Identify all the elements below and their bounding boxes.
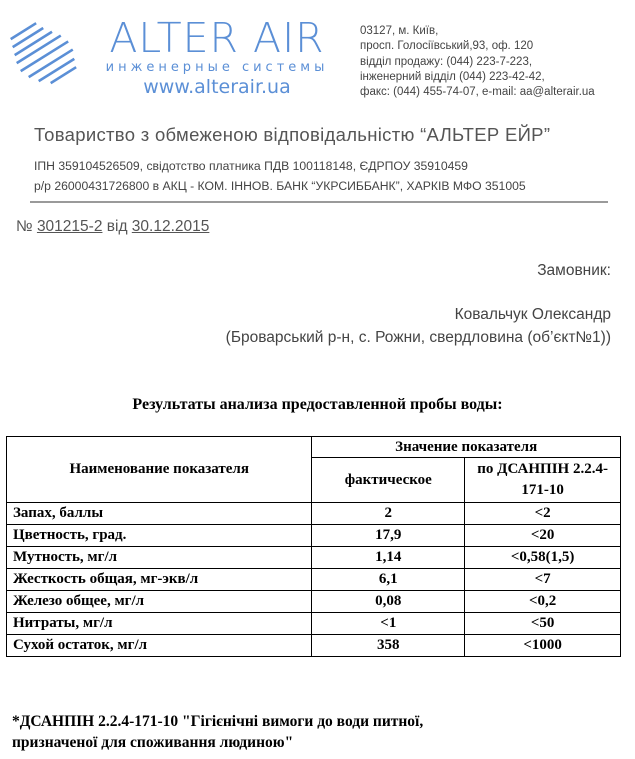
row-norm: <2 (465, 503, 621, 525)
document-number: 301215-2 (36, 218, 103, 235)
brand-name: ALTER AIR (109, 14, 325, 62)
contact-address-city: 03127, м. Київ, (360, 25, 439, 37)
brand-logo-icon (6, 14, 84, 86)
footnote-line: призначеної для споживання людиною" (12, 734, 294, 751)
row-name: Жесткость общая, мг-экв/л (7, 569, 312, 591)
row-name: Мутность, мг/л (7, 547, 312, 569)
contact-engineering-phone: інженерний відділ (044) 223-42-42, (360, 70, 545, 83)
row-norm: <50 (465, 613, 621, 635)
row-actual: 17,9 (312, 525, 465, 547)
header-actual: фактическое (312, 458, 465, 503)
customer-label: Замовник: (537, 262, 611, 279)
table-row (7, 525, 621, 547)
company-name: Товариство з обмеженою відповідальністю “АЛЬТЕР ЕЙР” (34, 124, 551, 145)
header-value-group: Значение показателя (312, 437, 621, 458)
requisites-tax-ids: ІПН 359104526509, свідотство платника ПДВ 100118148, ЄДРПОУ 35910459 (34, 159, 468, 173)
header-divider (30, 201, 608, 203)
customer-name: Ковальчук Олександр (454, 306, 611, 323)
row-norm: <7 (465, 569, 621, 591)
contact-address-street: просп. Голосіївський,93, оф. 120 (360, 40, 534, 53)
row-norm: <1000 (465, 635, 621, 657)
website-link[interactable]: www.alterair.ua (143, 76, 291, 98)
header-norm: по ДСАНПІН 2.2.4-171-10 (465, 458, 621, 503)
row-actual: 0,08 (312, 591, 465, 613)
footnote-line: *ДСАНПІН 2.2.4-171-10 "Гігієнічні вимоги до води питної, (12, 713, 424, 730)
table-row (7, 613, 621, 635)
document-number-prefix: № (16, 218, 37, 235)
table-header-row (7, 437, 621, 458)
row-norm: <0,2 (465, 591, 621, 613)
contact-fax-email: факс: (044) 455-74-07, e-mail: aa@alterair.ua (360, 86, 595, 99)
row-actual: <1 (312, 613, 465, 635)
row-actual: 1,14 (312, 547, 465, 569)
contact-block (360, 24, 595, 100)
footnote (12, 711, 423, 753)
row-actual: 2 (312, 503, 465, 525)
document-date-prefix: від (102, 218, 132, 235)
table-row (7, 635, 621, 657)
row-name: Нитраты, мг/л (7, 613, 312, 635)
results-title: Результаты анализа предоставленной пробы воды: (132, 396, 503, 413)
contact-sales-phone: відділ продажу: (044) 223-7-223, (360, 55, 533, 68)
header-indicator-name: Наименование показателя (7, 437, 312, 503)
row-norm: <20 (465, 525, 621, 547)
brand-tagline: инженерные системы (105, 60, 329, 75)
table-row (7, 503, 621, 525)
customer-object: (Броварський р-н, с. Рожни, свердловина (об’єкт№1)) (225, 329, 611, 346)
row-name: Цветность, град. (7, 525, 312, 547)
document-number-line (16, 218, 209, 236)
requisites-bank: р/р 26000431726800 в АКЦ - КОМ. ІННОВ. БАНК “УКРСИББАНК”, ХАРКІВ МФО 351005 (34, 179, 526, 193)
table-row (7, 569, 621, 591)
table-row (7, 547, 621, 569)
brand-block (86, 16, 348, 98)
row-name: Запах, баллы (7, 503, 312, 525)
document-date: 30.12.2015 (131, 218, 210, 235)
row-actual: 358 (312, 635, 465, 657)
table-row (7, 591, 621, 613)
row-name: Сухой остаток, мг/л (7, 635, 312, 657)
row-norm: <0,58(1,5) (465, 547, 621, 569)
row-name: Железо общее, мг/л (7, 591, 312, 613)
results-table (6, 436, 621, 657)
company-requisites (34, 156, 526, 196)
row-actual: 6,1 (312, 569, 465, 591)
